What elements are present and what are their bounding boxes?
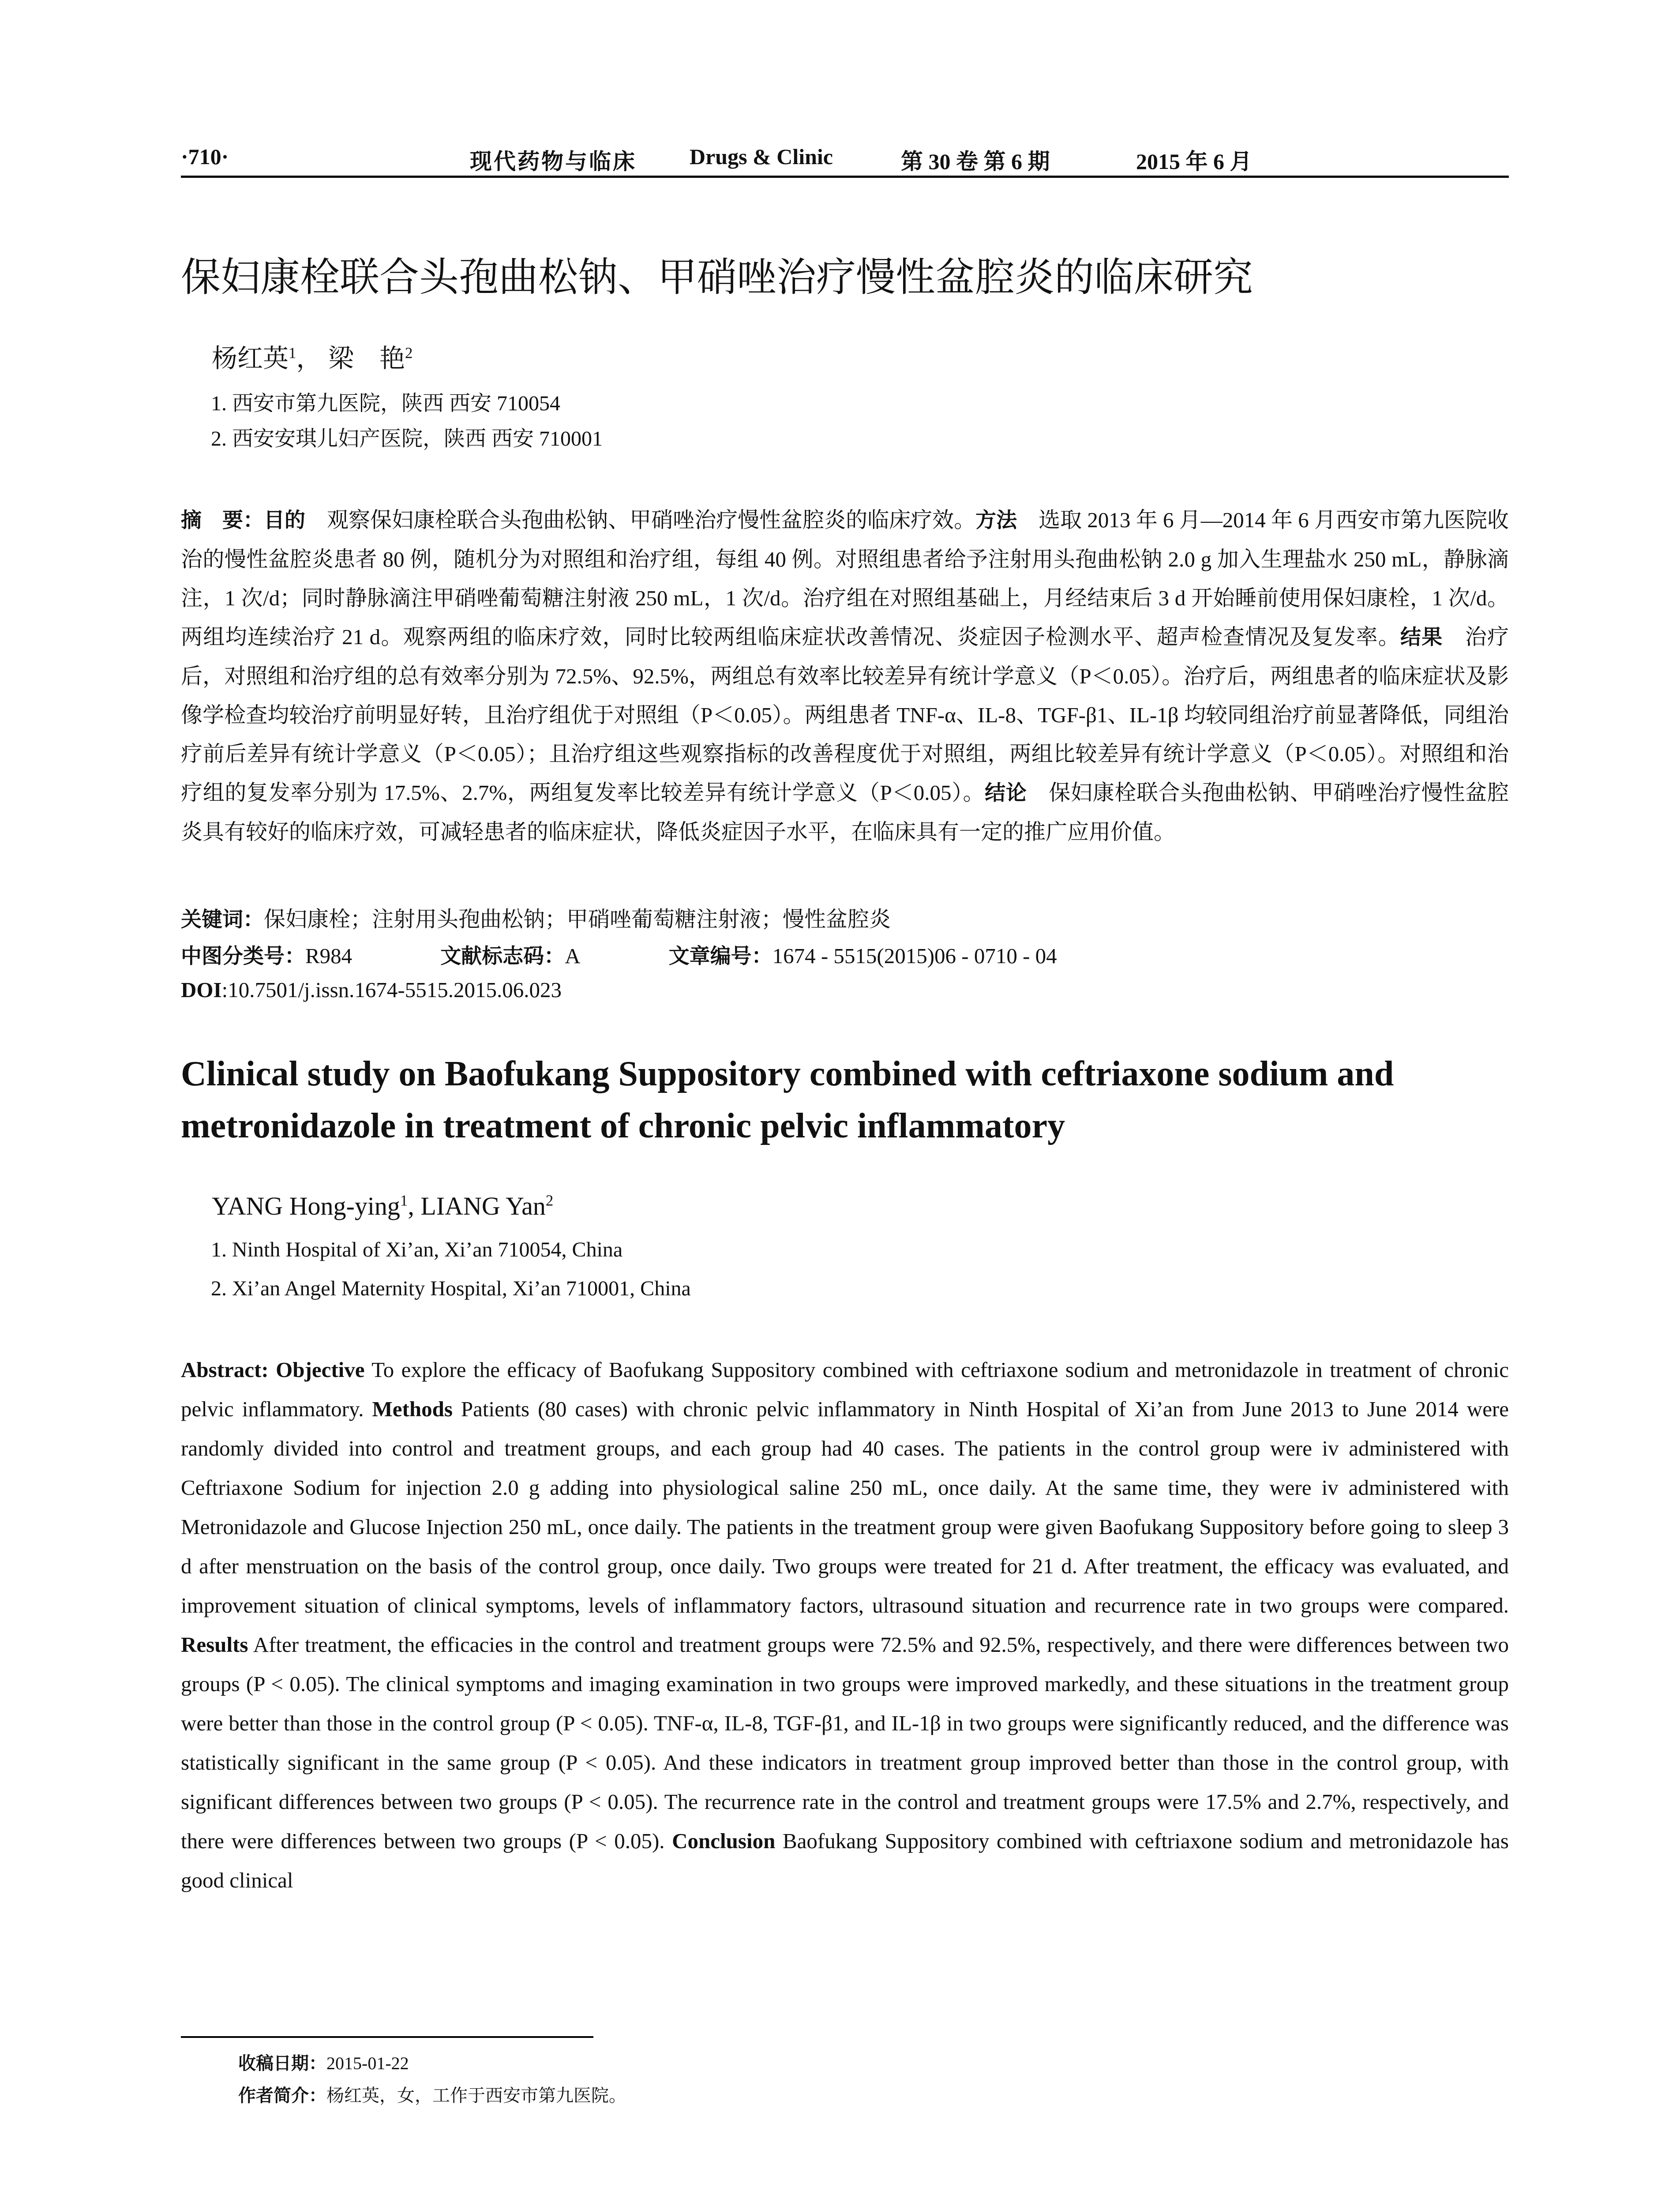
- objective-text-en: To explore the efficacy of Baofukang Suppository combined with ceftriaxone sodium and metronidazole in treatment of chronic pelvic inflammatory.: [181, 1358, 1509, 1421]
- conclusion-text-cn: 保妇康栓联合头孢曲松钠、甲硝唑治疗慢性盆腔炎具有较好的临床疗效，可减轻患者的临床症状，降低炎症因子水平，在临床具有一定的推广应用价值。: [181, 780, 1509, 844]
- methods-label-en: Methods: [372, 1397, 453, 1421]
- results-label-en: Results: [181, 1632, 248, 1657]
- abstract-en: [181, 1350, 1509, 1900]
- author-2-en: LIANG Yan: [420, 1192, 546, 1220]
- doi-label: DOI: [181, 978, 222, 1002]
- article-title-cn: 保妇康栓联合头孢曲松钠、甲硝唑治疗慢性盆腔炎的临床研究: [181, 254, 1253, 300]
- author-2-cn: 梁 艳: [328, 344, 405, 373]
- authors-en: [212, 1191, 553, 1221]
- results-text-en: After treatment, the efficacies in the control and treatment groups were 72.5% and 92.5%, respectively, and there were differences between two groups (P < 0.05). The clinical symptoms and imaging examination in two groups were improved markedly, and these situations in the treatment group were better than those in the control group (P < 0.05). TNF-α, IL-8, TGF-β1, and IL-1β in two groups were significantly reduced, and the difference was statistically significant in the same group (P < 0.05). And these indicators in treatment group improved better than those in the control group, with significant differences between two groups (P < 0.05). The recurrence rate in the control and treatment groups were 17.5% and 2.7%, respectively, and there were differences between two groups (P < 0.05).: [181, 1632, 1509, 1853]
- affiliation-1-cn: 1. 西安市第九医院，陕西 西安 710054: [211, 392, 561, 415]
- journal-name-cn: 现代药物与临床: [470, 149, 637, 174]
- footnote-rule: [181, 2036, 593, 2038]
- keywords-value: 保妇康栓；注射用头孢曲松钠；甲硝唑葡萄糖注射液；慢性盆腔炎: [264, 907, 891, 931]
- affiliation-2-cn: 2. 西安安琪儿妇产医院，陕西 西安 710001: [211, 427, 603, 450]
- author-separator-cn: ，: [296, 344, 322, 373]
- clc-value: R984: [305, 944, 352, 968]
- author-bio: 杨红英，女，工作于西安市第九医院。: [326, 2086, 626, 2105]
- received-date: 2015-01-22: [326, 2053, 409, 2073]
- methods-text-cn: 选取 2013 年 6 月—2014 年 6 月西安市第九医院收治的慢性盆腔炎患者 80 例，随机分为对照组和治疗组，每组 40 例。对照组患者给予注射用头孢曲松钠 2.0 g 加入生理盐水 250 mL，静脉滴注，1 次/d；同时静脉滴注甲硝唑葡萄糖注射液 250 mL，1 次/d。治疗组在对照组基础上，月经结束后 3 d 开始睡前使用保妇康栓，1 次/d。两组均连续治疗 21 d。观察两组的临床疗效，同时比较两组临床症状改善情况、炎症因子检测水平、超声检查情况及复发率。: [181, 508, 1509, 649]
- author-2-affil-en: 2: [545, 1192, 554, 1209]
- keywords: [181, 902, 891, 933]
- methods-text-en: Patients (80 cases) with chronic pelvic inflammatory in Ninth Hospital of Xi’an from June 2013 to June 2014 were randomly divided into control and treatment groups, and each group had 40 cases. The patients in the control group were iv administered with Ceftriaxone Sodium for injection 2.0 g adding into physiological saline 250 mL, once daily. At the same time, they were iv administered with Metronidazole and Glucose Injection 250 mL, once daily. The patients in the treatment group were given Baofukang Suppository before going to sleep 3 d after menstruation on the basis of the control group, once daily. Two groups were treated for 21 d. After treatment, the efficacy was evaluated, and improvement situation of clinical symptoms, levels of inflammatory factors, ultrasound situation and recurrence rate in two groups were compared.: [181, 1397, 1509, 1617]
- journal-issue: 第 30 卷 第 6 期: [901, 149, 1050, 174]
- received-label: 收稿日期：: [238, 2053, 326, 2074]
- article-number-label: 文章编号：: [668, 944, 772, 968]
- author-1-affil-en: 1: [400, 1192, 408, 1209]
- clc-label: 中图分类号：: [181, 944, 305, 968]
- footnote-received: [238, 2049, 409, 2075]
- journal-name-en: Drugs & Clinic: [690, 144, 833, 169]
- journal-date: 2015 年 6 月: [1136, 149, 1252, 174]
- keywords-label: 关键词：: [181, 908, 264, 932]
- objective-text-cn: 观察保妇康栓联合头孢曲松钠、甲硝唑治疗慢性盆腔炎的临床疗效。: [305, 508, 976, 532]
- author-bio-label: 作者简介：: [238, 2086, 326, 2106]
- conclusion-label-cn: 结论: [985, 781, 1027, 805]
- conclusion-text-en: Baofukang Suppository combined with ceftriaxone sodium and metronidazole has good clinical: [181, 1829, 1509, 1892]
- abstract-label-cn: 摘 要：: [181, 508, 264, 533]
- affiliation-1-en: 1. Ninth Hospital of Xi’an, Xi’an 710054, China: [211, 1238, 623, 1261]
- methods-label-cn: 方法: [975, 508, 1017, 533]
- affiliation-2-en: 2. Xi’an Angel Maternity Hospital, Xi’an 710001, China: [211, 1277, 691, 1300]
- footnote-author: [238, 2082, 626, 2107]
- author-1-affil-cn: 1: [289, 344, 296, 362]
- page-number: ·710·: [181, 144, 229, 169]
- doc-code-value: A: [565, 944, 581, 968]
- results-text-cn: 治疗后，对照组和治疗组的总有效率分别为 72.5%、92.5%，两组总有效率比较差异有统计学意义（P＜0.05）。治疗后，两组患者的临床症状及影像学检查均较治疗前明显好转，且治疗组优于对照组（P＜0.05）。两组患者 TNF-α、IL-8、TGF-β1、IL-1β 均较同组治疗前显著降低，同组治疗前后差异有统计学意义（P＜0.05）；且治疗组这些观察指标的改善程度优于对照组，两组比较差异有统计学意义（P＜0.05）。对照组和治疗组的复发率分别为 17.5%、2.7%，两组复发率比较差异有统计学意义（P＜0.05）。: [181, 625, 1509, 805]
- abstract-label-en: Abstract: Objective: [181, 1358, 365, 1382]
- doi-value: :10.7501/j.issn.1674-5515.2015.06.023: [221, 978, 562, 1002]
- objective-label-cn: 目的: [264, 508, 306, 533]
- doc-code-label: 文献标志码：: [440, 944, 565, 968]
- abstract-cn: [181, 501, 1509, 852]
- authors-cn: [212, 338, 412, 375]
- running-header: [181, 140, 1509, 178]
- doi-line: [181, 977, 562, 1002]
- author-separator-en: ,: [408, 1192, 421, 1220]
- article-title-en: Clinical study on Baofukang Suppository combined with ceftriaxone sodium and metronidazole in treatment of chronic pelvic inflammatory: [181, 1054, 1394, 1145]
- classification-line: [181, 940, 1057, 969]
- conclusion-label-en: Conclusion: [672, 1829, 776, 1853]
- author-1-en: YANG Hong-ying: [212, 1192, 400, 1220]
- author-2-affil-cn: 2: [405, 344, 413, 362]
- author-1-cn: 杨红英: [212, 344, 289, 373]
- results-label-cn: 结果: [1400, 625, 1443, 649]
- article-number-value: 1674 - 5515(2015)06 - 0710 - 04: [772, 944, 1057, 968]
